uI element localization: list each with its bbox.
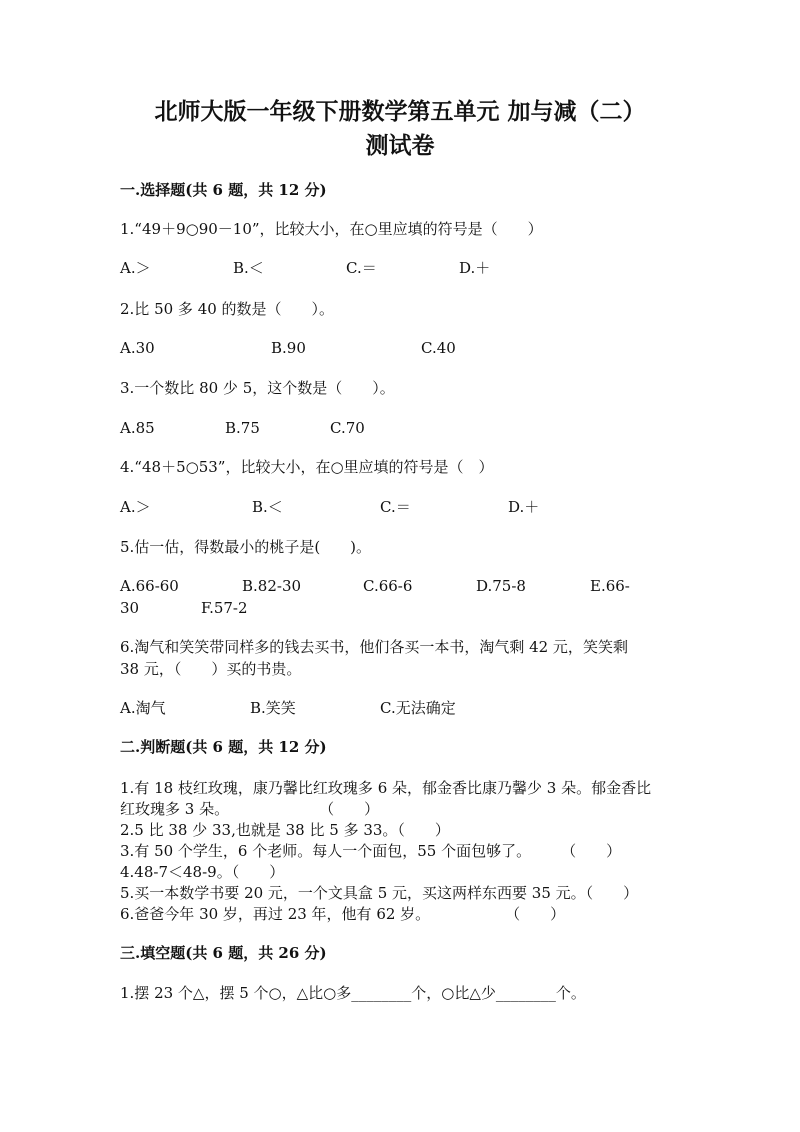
option: B.75 bbox=[225, 419, 260, 437]
question-stem: 3.一个数比 80 少 5，这个数是（ ）。 bbox=[120, 379, 395, 397]
question-stem: 5.估一估，得数最小的桃子是( )。 bbox=[120, 538, 372, 556]
question-stem: 1.“49＋9○90－10”，比较大小，在○里应填的符号是（ ） bbox=[120, 220, 543, 238]
option: B.笑笑 bbox=[250, 699, 296, 717]
judge-line: 2.5 比 38 少 33,也就是 38 比 5 多 33。（ ） bbox=[120, 821, 450, 839]
option-wrap: 30 bbox=[120, 599, 140, 617]
option: F.57-2 bbox=[201, 599, 248, 617]
title-line-1: 北师大版一年级下册数学第五单元 加与减（二） bbox=[154, 98, 646, 125]
option: C.＝ bbox=[346, 259, 377, 277]
title-line-2: 测试卷 bbox=[365, 132, 435, 159]
option: E.66- bbox=[590, 577, 630, 595]
judge-line: 4.48-7＜48-9。（ ） bbox=[120, 863, 285, 881]
judge-line: 红玫瑰多 3 朵。 （ ） bbox=[120, 800, 380, 818]
option: A.30 bbox=[120, 339, 155, 357]
option: A.85 bbox=[120, 419, 155, 437]
fill-question: 1.摆 23 个△，摆 5 个○，△比○多________个，○比△少________个。 bbox=[120, 984, 586, 1002]
option: B.＜ bbox=[233, 259, 264, 277]
question-stem: 4.“48＋5○53”，比较大小，在○里应填的符号是（ ） bbox=[120, 458, 494, 476]
judge-line: 1.有 18 枝红玫瑰，康乃馨比红玫瑰多 6 朵，郁金香比康乃馨少 3 朵。郁金香比 bbox=[120, 779, 652, 797]
option: C.66-6 bbox=[363, 577, 413, 595]
judge-line: 3.有 50 个学生，6 个老师。每人一个面包，55 个面包够了。 （ ） bbox=[120, 842, 622, 860]
option: B.90 bbox=[271, 339, 306, 357]
judge-line: 5.买一本数学书要 20 元，一个文具盒 5 元，买这两样东西要 35 元。（ ） bbox=[120, 884, 639, 902]
option: C.＝ bbox=[380, 498, 411, 516]
section-heading-choice: 一.选择题(共 6 题，共 12 分) bbox=[120, 181, 327, 199]
option: C.无法确定 bbox=[380, 699, 456, 717]
question-stem: 38 元，（ ）买的书贵。 bbox=[120, 660, 302, 678]
judge-line: 6.爸爸今年 30 岁，再过 23 年，他有 62 岁。 （ ） bbox=[120, 905, 566, 923]
question-stem: 6.淘气和笑笑带同样多的钱去买书，他们各买一本书，淘气剩 42 元，笑笑剩 bbox=[120, 638, 628, 656]
option: B.82-30 bbox=[242, 577, 302, 595]
section-heading-judge: 二.判断题(共 6 题，共 12 分) bbox=[120, 738, 327, 756]
option: A.＞ bbox=[120, 498, 151, 516]
option: A.淘气 bbox=[120, 699, 166, 717]
option: B.＜ bbox=[252, 498, 283, 516]
section-heading-fill: 三.填空题(共 6 题，共 26 分) bbox=[120, 944, 327, 962]
option: C.40 bbox=[421, 339, 456, 357]
option: C.70 bbox=[330, 419, 365, 437]
option: A.＞ bbox=[120, 259, 151, 277]
option: A.66-60 bbox=[120, 577, 179, 595]
option: D.＋ bbox=[508, 498, 540, 516]
option: D.＋ bbox=[459, 259, 491, 277]
question-stem: 2.比 50 多 40 的数是（ ）。 bbox=[120, 300, 335, 318]
option: D.75-8 bbox=[476, 577, 526, 595]
